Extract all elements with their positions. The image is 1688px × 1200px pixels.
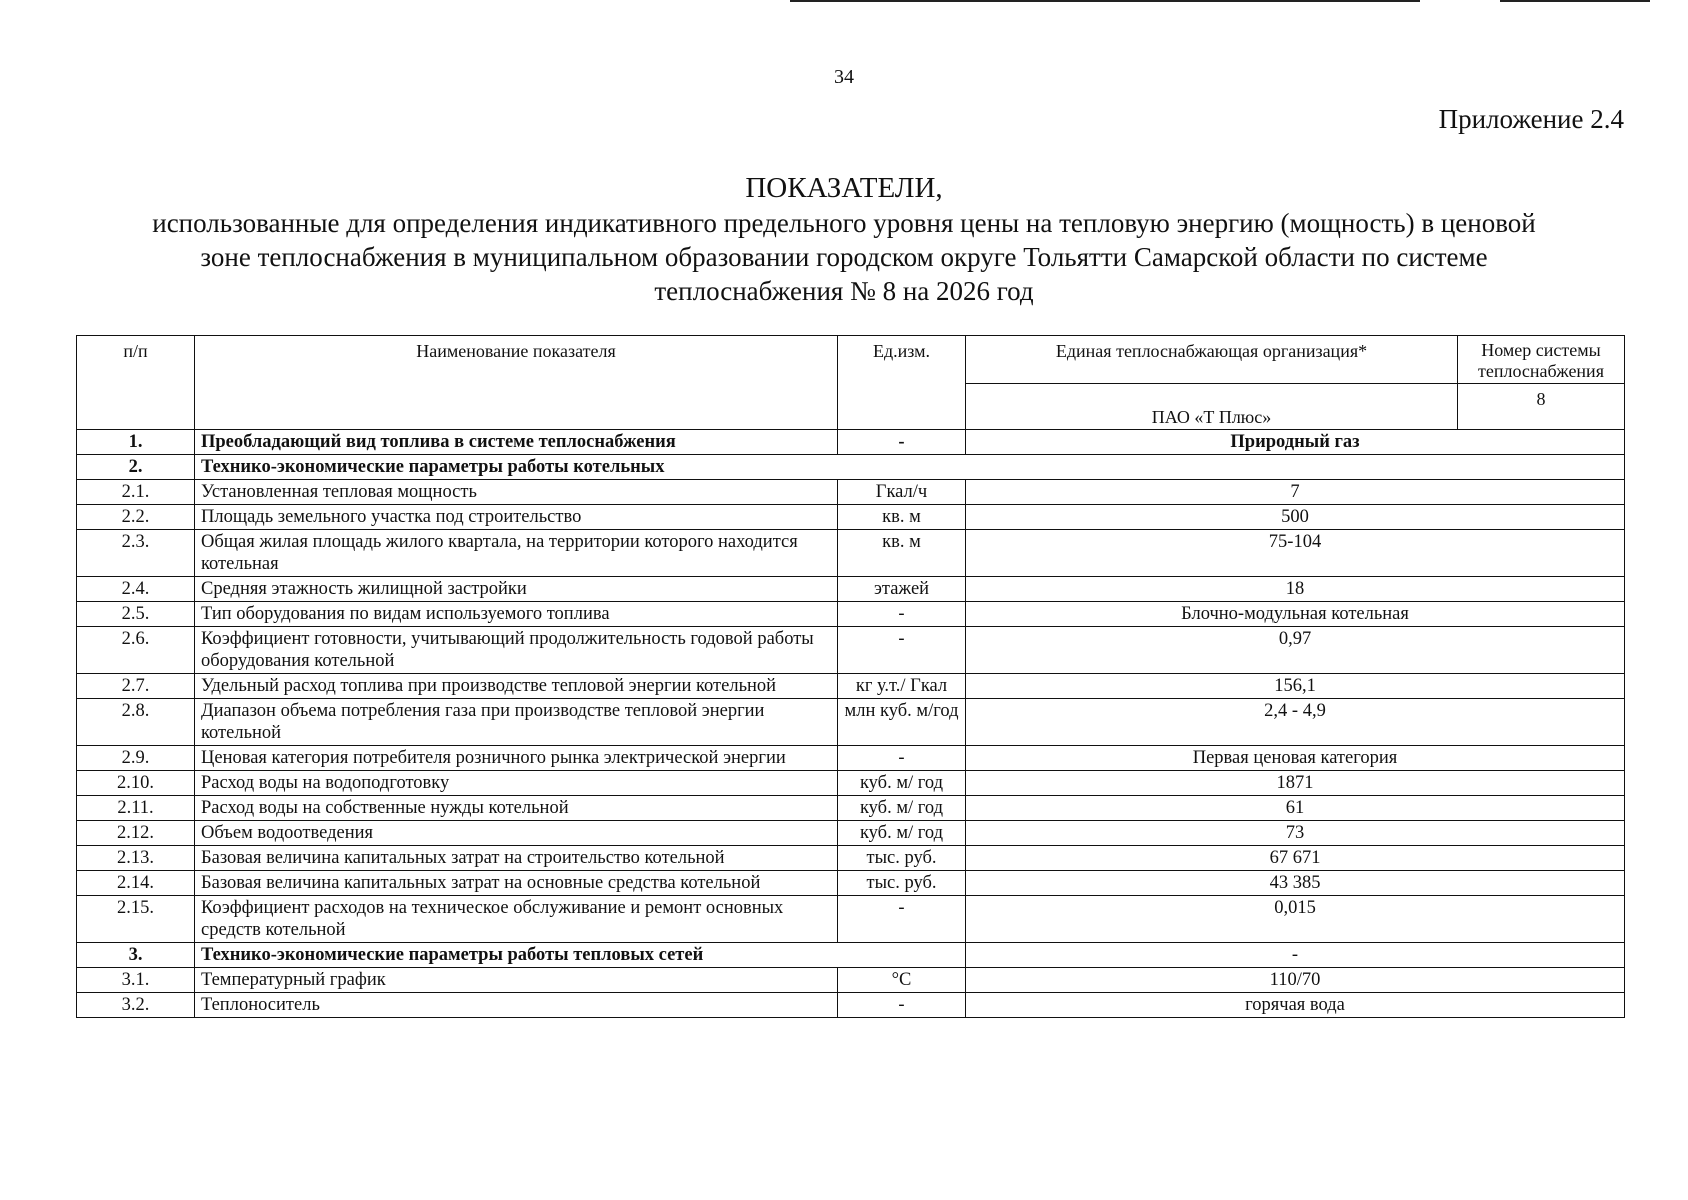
row-name: Коэффициент расходов на техническое обслуживание и ремонт основных средств котельной xyxy=(195,896,838,943)
row-name: Расход воды на собственные нужды котельной xyxy=(195,796,838,821)
row-num: 2. xyxy=(77,455,195,480)
row-name: Температурный график xyxy=(195,968,838,993)
row-unit: млн куб. м/год xyxy=(838,699,966,746)
table-row xyxy=(77,627,1625,674)
scan-top-line xyxy=(1500,0,1650,2)
row-num: 2.5. xyxy=(77,602,195,627)
table-header xyxy=(77,336,1625,430)
row-num: 2.9. xyxy=(77,746,195,771)
row-unit: этажей xyxy=(838,577,966,602)
row-value: - xyxy=(966,943,1625,968)
row-name: Объем водоотведения xyxy=(195,821,838,846)
row-unit: куб. м/ год xyxy=(838,821,966,846)
row-name: Базовая величина капитальных затрат на основные средства котельной xyxy=(195,871,838,896)
row-value: 73 xyxy=(966,821,1625,846)
table-row xyxy=(77,846,1625,871)
row-name: Теплоноситель xyxy=(195,993,838,1018)
scan-top-line xyxy=(790,0,1420,2)
row-name: Установленная тепловая мощность xyxy=(195,480,838,505)
row-name: Удельный расход топлива при производстве тепловой энергии котельной xyxy=(195,674,838,699)
row-name: Ценовая категория потребителя розничного рынка электрической энергии xyxy=(195,746,838,771)
row-unit: - xyxy=(838,993,966,1018)
header-org-name xyxy=(966,384,1458,430)
row-name: Технико-экономические параметры работы котельных xyxy=(195,455,1625,480)
table-row xyxy=(77,455,1625,480)
row-value: 61 xyxy=(966,796,1625,821)
header-org: Единая теплоснабжающая организация* xyxy=(966,336,1458,384)
row-unit: тыс. руб. xyxy=(838,846,966,871)
row-value: 500 xyxy=(966,505,1625,530)
row-num: 2.3. xyxy=(77,530,195,577)
row-unit: °С xyxy=(838,968,966,993)
row-unit: куб. м/ год xyxy=(838,796,966,821)
row-unit: тыс. руб. xyxy=(838,871,966,896)
table-row xyxy=(77,505,1625,530)
row-value: 67 671 xyxy=(966,846,1625,871)
table-row xyxy=(77,577,1625,602)
row-num: 2.1. xyxy=(77,480,195,505)
row-value: 0,015 xyxy=(966,896,1625,943)
row-unit: - xyxy=(838,602,966,627)
row-unit: - xyxy=(838,430,966,455)
row-num: 3. xyxy=(77,943,195,968)
header-system-number: 8 xyxy=(1458,384,1625,430)
row-unit: Гкал/ч xyxy=(838,480,966,505)
row-value: 43 385 xyxy=(966,871,1625,896)
table-row xyxy=(77,430,1625,455)
row-num: 3.2. xyxy=(77,993,195,1018)
row-num: 2.7. xyxy=(77,674,195,699)
table-row xyxy=(77,480,1625,505)
row-num: 2.15. xyxy=(77,896,195,943)
row-value: Природный газ xyxy=(966,430,1625,455)
row-name: Расход воды на водоподготовку xyxy=(195,771,838,796)
table-row xyxy=(77,993,1625,1018)
row-unit: кг у.т./ Гкал xyxy=(838,674,966,699)
row-num: 1. xyxy=(77,430,195,455)
table-body xyxy=(77,430,1625,1018)
subtitle-line: использованные для определения индикативного предельного уровня цены на тепловую энергию (мощность) в ценовой xyxy=(152,208,1536,238)
document-heading xyxy=(90,172,1598,307)
page-number: 34 xyxy=(834,66,854,88)
table-row xyxy=(77,871,1625,896)
row-name: Преобладающий вид топлива в системе теплоснабжения xyxy=(195,430,838,455)
row-name: Средняя этажность жилищной застройки xyxy=(195,577,838,602)
org-name: ПАО «Т Плюс» xyxy=(1151,407,1272,427)
row-num: 2.10. xyxy=(77,771,195,796)
row-value: Первая ценовая категория xyxy=(966,746,1625,771)
row-num: 2.12. xyxy=(77,821,195,846)
row-unit: куб. м/ год xyxy=(838,771,966,796)
row-value: 18 xyxy=(966,577,1625,602)
row-unit: - xyxy=(838,746,966,771)
subtitle-line: зоне теплоснабжения в муниципальном образовании городском округе Тольятти Самарской области по системе xyxy=(200,242,1488,272)
row-name: Диапазон объема потребления газа при производстве тепловой энергии котельной xyxy=(195,699,838,746)
header-system: Номер системы теплоснабжения xyxy=(1458,336,1625,384)
row-value: 0,97 xyxy=(966,627,1625,674)
row-value: 156,1 xyxy=(966,674,1625,699)
row-num: 2.2. xyxy=(77,505,195,530)
appendix-label: Приложение 2.4 xyxy=(1438,104,1624,134)
row-unit: кв. м xyxy=(838,530,966,577)
table-row xyxy=(77,674,1625,699)
row-value: Блочно-модульная котельная xyxy=(966,602,1625,627)
row-value: 75-104 xyxy=(966,530,1625,577)
table-row xyxy=(77,530,1625,577)
row-num: 2.8. xyxy=(77,699,195,746)
parameters-table xyxy=(76,335,1625,1018)
row-value: 1871 xyxy=(966,771,1625,796)
row-name: Площадь земельного участка под строительство xyxy=(195,505,838,530)
row-value: 2,4 - 4,9 xyxy=(966,699,1625,746)
row-num: 2.11. xyxy=(77,796,195,821)
document-title: ПОКАЗАТЕЛИ, xyxy=(745,172,943,204)
table-row xyxy=(77,968,1625,993)
subtitle-line: теплоснабжения № 8 на 2026 год xyxy=(654,276,1034,306)
row-num: 2.14. xyxy=(77,871,195,896)
table-row xyxy=(77,943,1625,968)
row-value: 7 xyxy=(966,480,1625,505)
table-row xyxy=(77,896,1625,943)
row-unit: кв. м xyxy=(838,505,966,530)
header-num: п/п xyxy=(77,336,195,430)
header-unit: Ед.изм. xyxy=(838,336,966,430)
row-num: 2.6. xyxy=(77,627,195,674)
row-name: Общая жилая площадь жилого квартала, на территории которого находится котельная xyxy=(195,530,838,577)
row-num: 2.4. xyxy=(77,577,195,602)
table-row xyxy=(77,821,1625,846)
row-name: Базовая величина капитальных затрат на строительство котельной xyxy=(195,846,838,871)
row-unit: - xyxy=(838,896,966,943)
table-row xyxy=(77,796,1625,821)
table-row xyxy=(77,699,1625,746)
row-name: Технико-экономические параметры работы тепловых сетей xyxy=(195,943,966,968)
header-name: Наименование показателя xyxy=(195,336,838,430)
row-value: горячая вода xyxy=(966,993,1625,1018)
table-row xyxy=(77,602,1625,627)
table-row xyxy=(77,771,1625,796)
row-name: Тип оборудования по видам используемого топлива xyxy=(195,602,838,627)
row-unit: - xyxy=(838,627,966,674)
row-name: Коэффициент готовности, учитывающий продолжительность годовой работы оборудования котельной xyxy=(195,627,838,674)
row-value: 110/70 xyxy=(966,968,1625,993)
row-num: 2.13. xyxy=(77,846,195,871)
table-row xyxy=(77,746,1625,771)
row-num: 3.1. xyxy=(77,968,195,993)
